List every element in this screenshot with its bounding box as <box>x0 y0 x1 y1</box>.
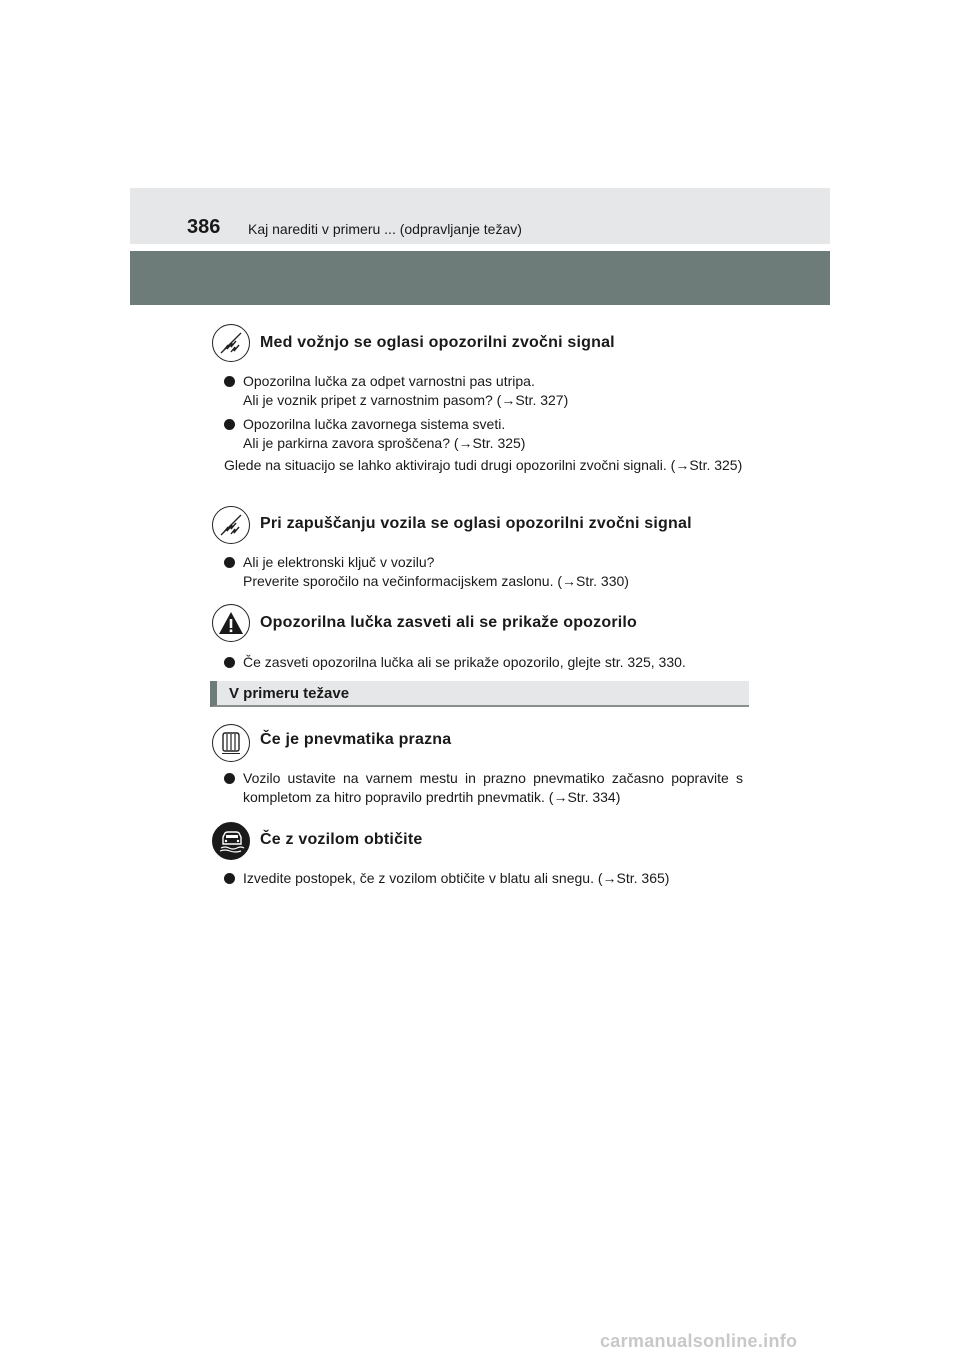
subsection-header <box>210 681 749 707</box>
bullet-text-line: Opozorilna lučka zavornega sistema sveti. <box>243 416 506 432</box>
bullet-text-line: Opozorilna lučka za odpet varnostni pas utripa. <box>243 373 535 389</box>
subsection-title: V primeru težave <box>229 685 350 702</box>
flat-tire-icon <box>212 724 250 762</box>
list-item <box>224 553 764 591</box>
running-title: Kaj narediti v primeru ... (odpravljanje težav) <box>248 221 522 237</box>
heading-warning-buzzer-exit: Pri zapuščanju vozila se oglasi opozorilni zvočni signal <box>260 515 692 532</box>
heading-stuck-vehicle: Če z vozilom obtičite <box>260 831 423 848</box>
page-number: 386 <box>187 216 221 238</box>
heading-warning-buzzer-driving: Med vožnjo se oglasi opozorilni zvočni signal <box>260 334 615 351</box>
list-item <box>224 653 764 672</box>
warning-sound-icon <box>212 324 250 362</box>
bullet-dot <box>224 419 235 430</box>
list-item <box>224 769 764 807</box>
bullet-dot <box>224 557 235 568</box>
bullet-dot <box>224 873 235 884</box>
stuck-vehicle-icon <box>212 822 250 860</box>
bullet-text-line: Izvedite postopek, če z vozilom obtičite v blatu ali snegu. (→Str. 365) <box>243 870 670 886</box>
bullet-dot <box>224 657 235 668</box>
warning-triangle-icon <box>212 604 250 642</box>
bullet-text-line: Ali je elektronski ključ v vozilu? <box>243 554 435 570</box>
bullet-dot <box>224 773 235 784</box>
bullet-dot <box>224 376 235 387</box>
bullet-text-line: Preverite sporočilo na večinformacijskem zaslonu. (→Str. 330) <box>243 573 629 589</box>
watermark: carmanualsonline.info <box>600 1331 798 1351</box>
warning-sound-icon <box>212 506 250 544</box>
heading-warning-light: Opozorilna lučka zasveti ali se prikaže opozorilo <box>260 614 638 631</box>
note-paragraph: Glede na situacijo se lahko aktivirajo tudi drugi opozorilni zvočni signali. (→Str. 325) <box>224 457 743 473</box>
section-band <box>130 251 830 305</box>
bullet-text-line: Ali je parkirna zavora sproščena? (→Str. 325) <box>243 435 526 451</box>
bullet-text-line: Ali je voznik pripet z varnostnim pasom? (→Str. 327) <box>243 392 569 408</box>
bullet-text: Vozilo ustavite na varnem mestu in prazno pnevmatiko začasno popravite s kompletom za hitro popravilo predrtih pnevmatik. (→Str. 334) <box>243 770 743 805</box>
list-item <box>224 415 764 453</box>
bullet-text-line: Če zasveti opozorilna lučka ali se prikaže opozorilo, glejte str. 325, 330. <box>243 654 686 670</box>
heading-flat-tire: Če je pnevmatika prazna <box>260 731 452 748</box>
list-item <box>224 869 764 888</box>
list-item <box>224 372 764 410</box>
